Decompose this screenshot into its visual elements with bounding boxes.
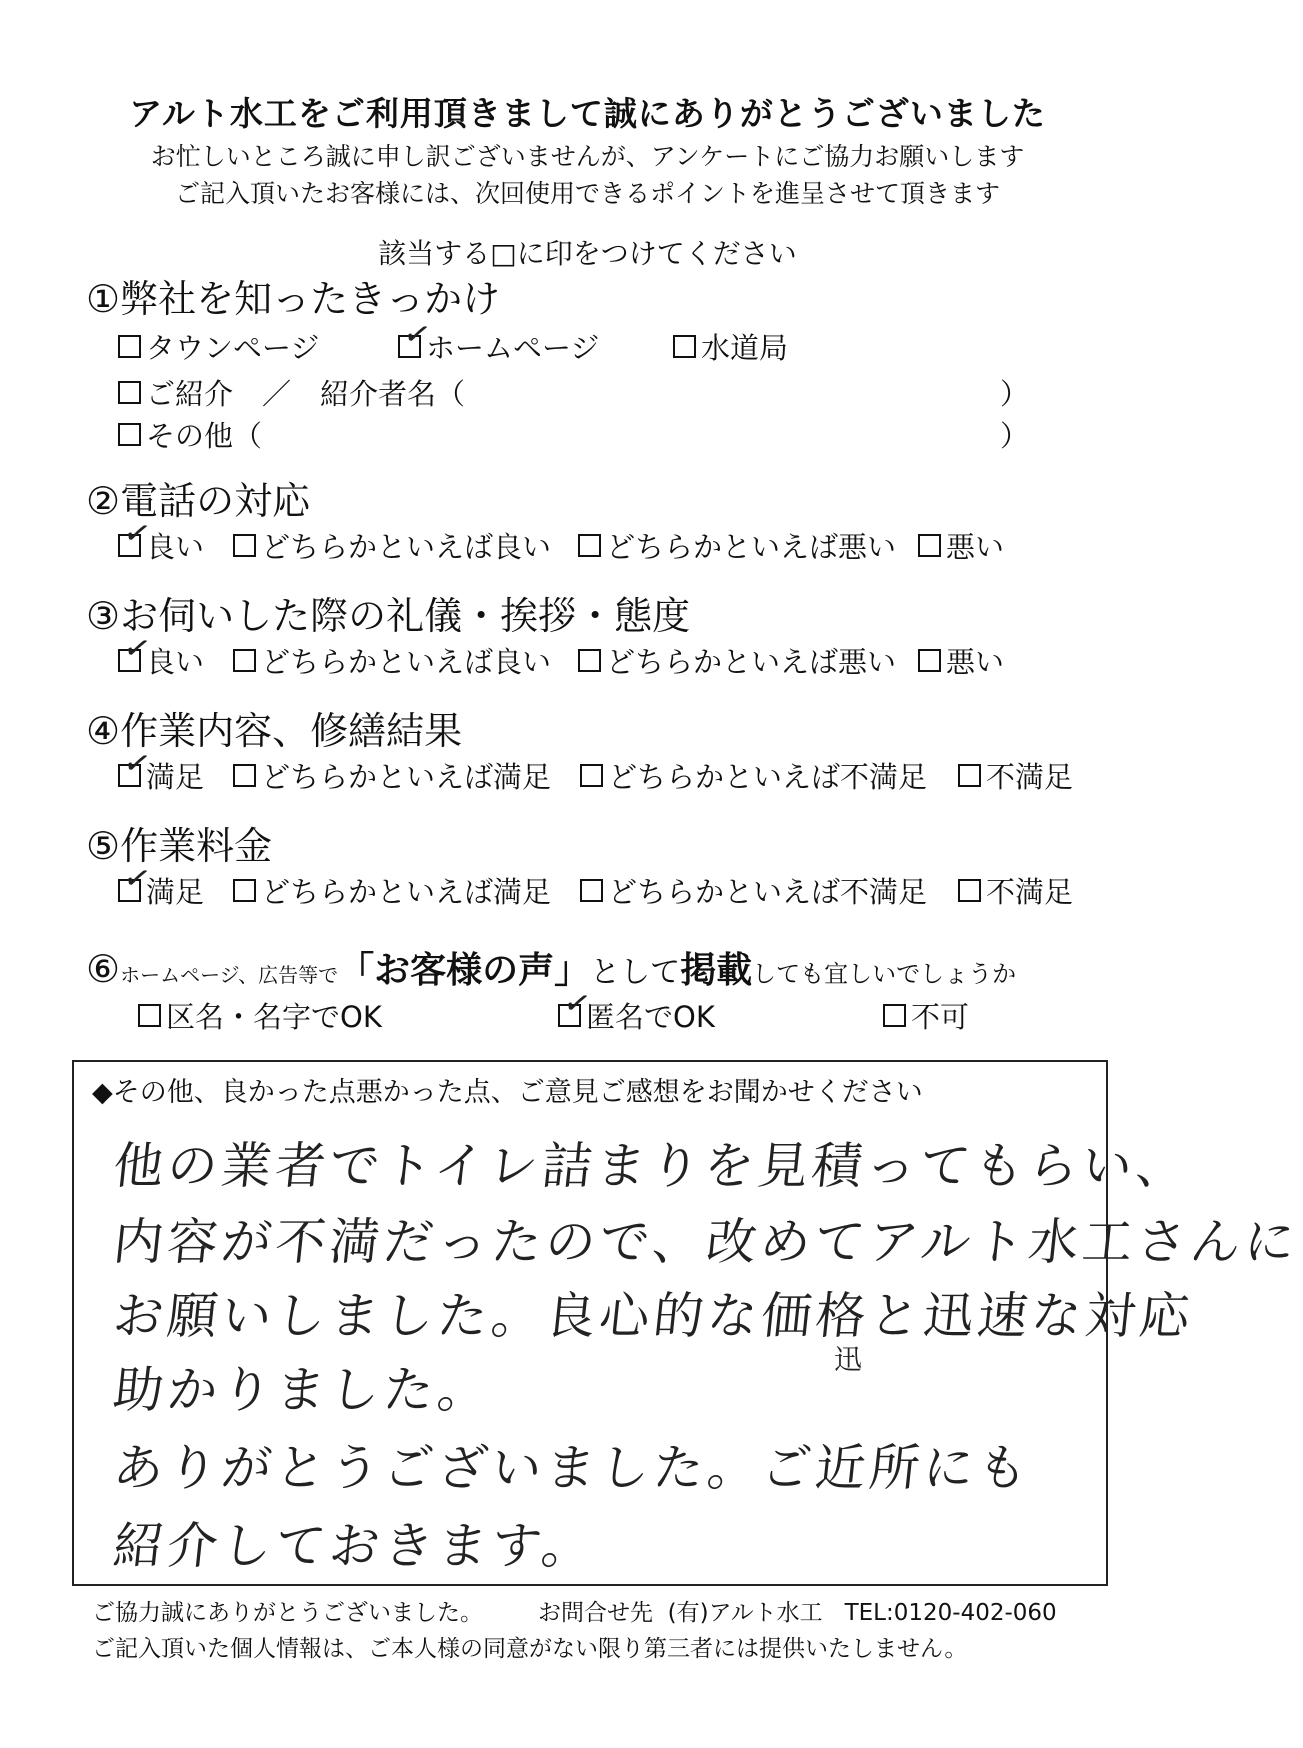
checkmark-icon: ✓ <box>560 981 595 1025</box>
checkmark-icon: ✓ <box>120 856 155 900</box>
q6-number: ⑥ <box>86 947 121 991</box>
q2-option-somewhat-bad[interactable]: どちらかといえば悪い <box>578 525 896 566</box>
footer-company: (有)アルト水工 <box>667 1600 823 1626</box>
checkbox[interactable] <box>233 649 256 672</box>
instruction: 該当する□に印をつけてください <box>378 237 797 270</box>
q2-title: ②電話の対応 <box>86 479 311 523</box>
q5-option-satisfied[interactable]: ✓ 満足 <box>118 870 204 911</box>
q4-option-satisfied[interactable]: ✓ 満足 <box>118 755 204 796</box>
header-thanks: アルト水工をご利用頂きまして誠にありがとうございました <box>129 94 1046 133</box>
q6-big-word: 掲載 <box>680 950 753 991</box>
handwritten-line: 助かりました。 <box>110 1361 495 1419</box>
q5-option-somewhat-unsatisfied[interactable]: どちらかといえば不満足 <box>580 870 927 911</box>
q1-option-homepage[interactable]: ✓ ホームページ <box>398 326 599 367</box>
footer-thanks: ご協力誠にありがとうございました。 <box>92 1600 483 1626</box>
q1-option-waterworks[interactable]: 水道局 <box>673 326 788 367</box>
handwritten-line: 内容が不満だったので、改めてアルト水工さんに <box>110 1213 1302 1271</box>
footer-contact-label: お問合せ先 <box>538 1600 653 1626</box>
checkbox[interactable] <box>673 335 696 358</box>
checkbox[interactable] <box>138 1004 161 1027</box>
checkbox[interactable] <box>233 879 256 902</box>
checkbox[interactable] <box>398 312 435 358</box>
close-paren: ） <box>1000 419 1030 453</box>
q6-option-name-ok[interactable]: 区名・名字でOK <box>138 995 382 1036</box>
q5-title: ⑤作業料金 <box>86 824 273 868</box>
checkmark-icon: ✓ <box>120 626 155 670</box>
q3-option-good[interactable]: ✓ 良い <box>118 640 204 681</box>
checkbox[interactable] <box>883 1004 906 1027</box>
handwritten-line: 他の業者でトイレ詰まりを見積ってもらい、 <box>110 1137 1194 1195</box>
checkbox[interactable] <box>558 981 595 1027</box>
checkbox[interactable] <box>118 423 141 446</box>
q5-option-somewhat-satisfied[interactable]: どちらかといえば満足 <box>233 870 551 911</box>
checkmark-icon: ✓ <box>120 741 155 785</box>
q2-option-bad[interactable]: 悪い <box>918 525 1004 566</box>
q6-option-not-allowed[interactable]: 不可 <box>883 995 969 1036</box>
handwritten-line: ありがとうございました。ご近所にも <box>110 1439 1035 1497</box>
checkmark-icon: ✓ <box>120 511 155 555</box>
q4-title: ④作業内容、修繕結果 <box>86 709 463 753</box>
q1-option-referral[interactable]: ご紹介 ／ 紹介者名（ <box>118 372 465 413</box>
q1-option-other[interactable]: その他（ <box>118 414 262 455</box>
q5-option-unsatisfied[interactable]: 不満足 <box>958 870 1073 911</box>
header-points: ご記入頂いたお客様には、次回使用できるポイントを進呈させて頂きます <box>174 179 1000 208</box>
handwritten-correction: 迅 <box>834 1343 863 1376</box>
checkbox[interactable] <box>118 511 155 557</box>
checkbox[interactable] <box>958 879 981 902</box>
q3-option-somewhat-good[interactable]: どちらかといえば良い <box>233 640 551 681</box>
close-paren: ） <box>1000 377 1030 411</box>
checkbox[interactable] <box>233 764 256 787</box>
q4-option-somewhat-satisfied[interactable]: どちらかといえば満足 <box>233 755 551 796</box>
q1-title: ①弊社を知ったきっかけ <box>86 277 501 321</box>
checkbox[interactable] <box>233 534 256 557</box>
q2-option-good[interactable]: ✓ 良い <box>118 525 204 566</box>
footer-privacy: ご記入頂いた個人情報は、ご本人様の同意がない限り第三者には提供いたしません。 <box>92 1636 968 1662</box>
checkbox[interactable] <box>578 649 601 672</box>
header-request: お忙しいところ誠に申し訳ございませんが、アンケートにご協力お願いします <box>150 142 1025 171</box>
checkbox[interactable] <box>580 764 603 787</box>
q6-prefix: ホームページ、広告等で <box>120 963 339 987</box>
q4-option-unsatisfied[interactable]: 不満足 <box>958 755 1073 796</box>
checkmark-icon: ✓ <box>400 312 435 356</box>
q2-option-somewhat-good[interactable]: どちらかといえば良い <box>233 525 551 566</box>
handwritten-line: 紹介しておきます。 <box>110 1517 599 1575</box>
checkbox[interactable] <box>118 381 141 404</box>
checkbox[interactable] <box>580 879 603 902</box>
q3-title: ③お伺いした際の礼儀・挨拶・態度 <box>86 594 691 638</box>
q6-title <box>86 942 1016 993</box>
q6-suffix: しても宜しいでしょうか <box>752 960 1017 988</box>
handwritten-line: お願いしました。良心的な価格と迅速な対応 <box>110 1287 1197 1345</box>
checkbox[interactable] <box>918 534 941 557</box>
q3-option-somewhat-bad[interactable]: どちらかといえば悪い <box>578 640 896 681</box>
checkbox[interactable] <box>918 649 941 672</box>
q6-quote: 「お客様の声」 <box>338 950 591 991</box>
checkbox[interactable] <box>958 764 981 787</box>
checkbox[interactable] <box>118 626 155 672</box>
comment-heading: ◆その他、良かった点悪かった点、ご意見ご感想をお聞かせください <box>92 1077 923 1108</box>
checkbox[interactable] <box>118 335 141 358</box>
q3-option-bad[interactable]: 悪い <box>918 640 1004 681</box>
q1-option-townpage[interactable]: タウンページ <box>118 326 319 367</box>
checkbox[interactable] <box>578 534 601 557</box>
checkbox[interactable] <box>118 741 155 787</box>
q6-option-anonymous-ok[interactable]: ✓ 匿名でOK <box>558 995 715 1036</box>
footer-tel[interactable]: TEL:0120-402-060 <box>844 1600 1057 1626</box>
footer-contact <box>92 1594 1057 1627</box>
checkbox[interactable] <box>118 856 155 902</box>
q6-middle: として <box>590 955 681 990</box>
comment-box[interactable] <box>72 1060 1302 1586</box>
q4-option-somewhat-unsatisfied[interactable]: どちらかといえば不満足 <box>580 755 927 796</box>
